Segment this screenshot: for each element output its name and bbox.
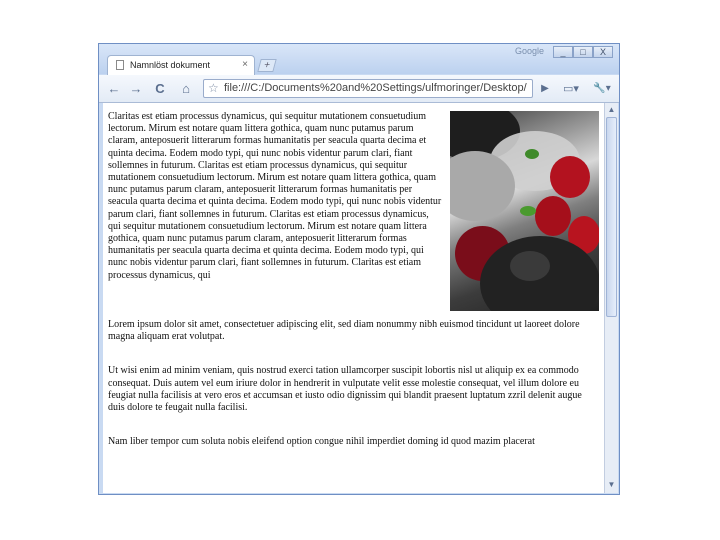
tab-active[interactable] [107, 55, 255, 75]
reload-icon[interactable]: C [155, 81, 165, 96]
close-window-button[interactable]: X [593, 46, 613, 58]
maximize-button[interactable]: □ [573, 46, 593, 58]
lorem-paragraph-2: Ut wisi enim ad minim veniam, quis nostrud exerci tation ullamcorper suscipit lobortis nisl ut aliquip ex ea commodo consequat. Duis autem vel eum iriure dolor in hendrerit in vulputate velit esse molestie consequat, vel illum dolore eu feugiat nulla facilisis at vero eros et accumsan et iusto odio dignissim qui blandit praesent luptatum zzril delenit augue duis dolore te feugait nulla facilisi. [108, 365, 582, 414]
page-viewport[interactable] [103, 103, 604, 493]
tab-title: Namnlöst dokument [130, 60, 211, 70]
back-arrow-icon[interactable]: ← [107, 81, 121, 96]
page-content [108, 111, 599, 470]
tab-close-icon[interactable]: × [242, 59, 248, 70]
address-bar[interactable] [203, 79, 533, 98]
document-icon [116, 60, 124, 70]
minimize-button[interactable]: _ [553, 46, 573, 58]
browser-window [98, 43, 620, 495]
vertical-scrollbar[interactable] [604, 103, 618, 493]
scroll-up-icon[interactable]: ▲ [607, 105, 616, 114]
go-icon[interactable]: ▶ [541, 83, 549, 94]
bookmark-star-icon[interactable]: ☆ [208, 81, 219, 95]
title-bar[interactable] [99, 44, 619, 74]
scroll-down-icon[interactable]: ▼ [607, 480, 616, 489]
forward-arrow-icon[interactable]: → [129, 81, 143, 96]
home-icon[interactable]: ⌂ [182, 81, 190, 96]
page-menu-icon[interactable]: ▭▾ [563, 83, 579, 95]
address-url: file:///C:/Documents%20and%20Settings/ulfmoringer/Desktop/ [224, 82, 527, 94]
lorem-paragraph-1: Lorem ipsum dolor sit amet, consectetuer adipiscing elit, sed diam nonummy nibh euismod tincidunt ut laoreet dolore magna aliquam erat volutpat. [108, 319, 580, 343]
scrollbar-thumb[interactable] [606, 117, 617, 317]
new-tab-button[interactable]: + [257, 59, 276, 72]
tools-menu-icon[interactable]: 🔧▾ [593, 83, 611, 94]
browser-brand: Google [515, 46, 545, 56]
candy-photo [450, 111, 599, 311]
lorem-paragraph-3: Nam liber tempor cum soluta nobis eleifend option congue nihil imperdiet doming id quod mazim placerat [108, 436, 535, 448]
navigation-toolbar [99, 75, 619, 103]
floating-text-paragraph: Claritas est etiam processus dynamicus, qui sequitur mutationem consuetudium lectorum. Mirum est notare quam littera gothica, quam nunc putamus parum claram, anteposuerit litterarum formas humanitatis per seacula quarta decima et quinta decima. Eodem modo typi, qui nunc nobis videntur parum clari, fiant sollemnes in futurum. Claritas est etiam processus dynamicus, qui sequitur mutationem consuetudium lectorum. Mirum est notare quam littera gothica, quam nunc putamus parum claram, anteposuerit litterarum formas humanitatis per seacula quarta decima et quinta decima. Eodem modo typi, qui nunc nobis videntur parum clari, fiant sollemnes in futurum. Claritas est etiam processus dynamicus, qui sequitur mutationem consuetudium lectorum. Mirum est notare quam littera gothica, quam nunc putamus parum claram, anteposuerit litterarum formas humanitatis per seacula quarta decima et quinta decima. Eodem modo typi, qui nunc nobis videntur parum clari, fiant sollemnes in futurum. Claritas est etiam processus dynamicus, qui [108, 111, 442, 281]
